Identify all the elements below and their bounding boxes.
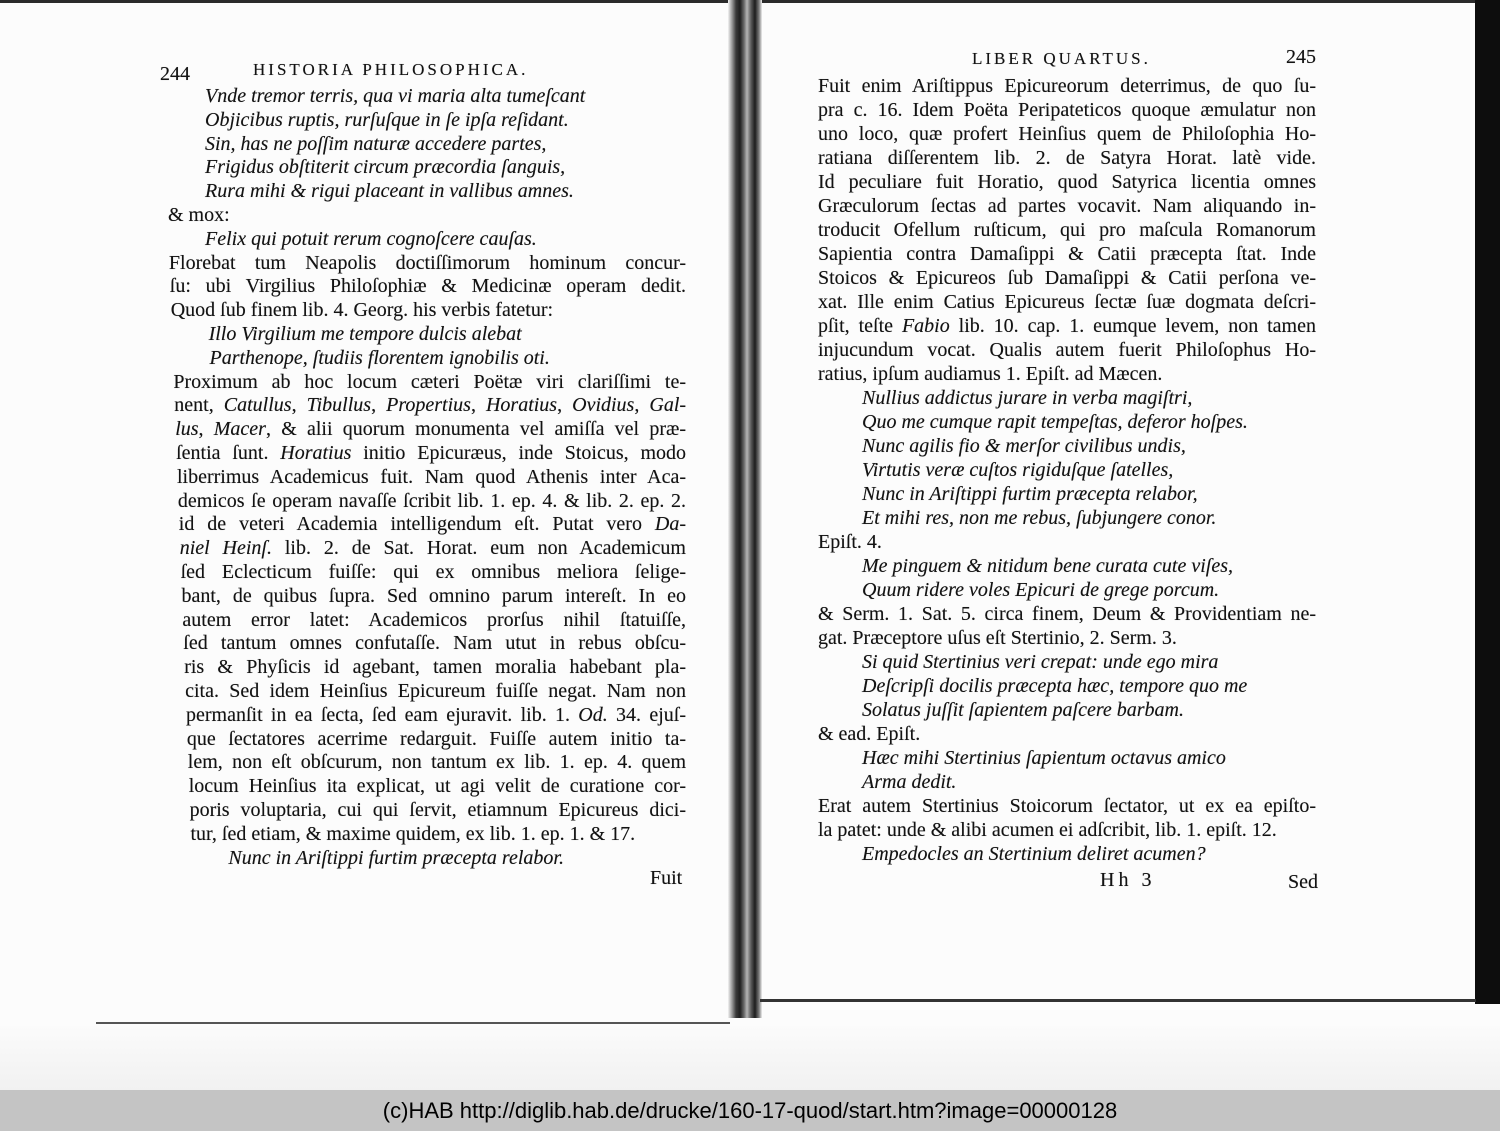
prose-line [182, 609, 686, 633]
prose-line [818, 194, 1316, 218]
roman-text: lib. 2. de Sat. Horat. eum non Academicum [271, 537, 686, 560]
roman-text: ratius, ipſum audiamus 1. Epiſt. ad Mæcen. [818, 363, 1163, 385]
prose-line [818, 626, 1316, 650]
roman-text: & Serm. 1. Sat. 5. circa finem, Deum & Providentiam ne- [818, 603, 1316, 625]
roman-text: troducit Ofellum ruſticum, qui pro maſcula Romanorum [818, 219, 1316, 241]
prose-line [818, 338, 1316, 362]
roman-text: , [371, 394, 387, 417]
prose-line [170, 275, 686, 299]
verse-line [818, 386, 1316, 410]
roman-text: Id peculiare fuit Horatio, quod Satyrica licentia omnes [818, 171, 1316, 193]
prose-line [178, 490, 686, 514]
roman-text: & ead. Epiſt. [818, 723, 921, 745]
roman-text: Stoicos & Epicureos ſub Damaſippi & Catii perſona ve- [818, 267, 1316, 289]
roman-text: poris voluptaria, cui qui ſervit, etiamnum Epicureus dici- [189, 798, 686, 821]
prose-line [187, 728, 686, 752]
right-page-bottom-edge [760, 999, 1476, 1002]
italic-text: Horatius [485, 394, 558, 417]
italic-text: Parthenope, ſtudiis florentem ignobilis oti. [209, 346, 550, 369]
italic-text: Hæc mihi Stertinius ſapientum octavus amico [862, 747, 1226, 769]
verse-line [168, 228, 686, 252]
roman-text: ſed Eclecticum fuiſſe: qui ex omnibus meliora ſelige- [180, 560, 686, 583]
prose-line [168, 204, 686, 228]
roman-text: autem error latet: Academicos prorſus nihil ſtatuiſſe, [182, 608, 686, 631]
prose-line [191, 823, 687, 847]
page-text-block [168, 85, 686, 870]
roman-text: Epiſt. 4. [818, 531, 882, 553]
italic-text: Nunc agilis fio & merſor civilibus undis, [862, 435, 1186, 457]
italic-text: Si quid Stertinius veri crepat: unde ego mira [862, 651, 1219, 673]
prose-line [183, 632, 686, 656]
roman-text: , & alii quorum monumenta vel amiſſa vel præ- [265, 418, 686, 441]
verse-line [818, 842, 1316, 866]
roman-text: lem, non eſt obſcurum, non tantum ex lib. 1. ep. 4. quem [187, 751, 686, 774]
italic-text: Propertius [386, 394, 471, 417]
roman-text: 34. ejuſ- [607, 703, 686, 726]
italic-text: Da- [654, 513, 686, 536]
italic-text: Nunc in Ariſtippi furtim præcepta relabor, [862, 483, 1198, 505]
prose-line [818, 74, 1316, 98]
scan-right-edge [1475, 0, 1500, 1004]
prose-line [174, 394, 686, 418]
prose-line [169, 252, 686, 276]
prose-line [181, 561, 686, 585]
roman-text: id de veteri Academia intelligendum eſt. Putat vero [178, 513, 655, 536]
italic-text: niel Heinſ. [179, 537, 272, 560]
italic-text: Gal- [649, 394, 687, 417]
verse-line [172, 323, 686, 347]
roman-text: demicos ſe operam navaſſe ſcribit lib. 1. ep. 4. & lib. 2. ep. 2. [177, 489, 686, 512]
italic-text: Arma dedit. [862, 771, 957, 793]
left-page-bottom-edge [96, 1022, 730, 1024]
page-number: 245 [1286, 46, 1316, 68]
prose-line [185, 680, 686, 704]
prose-line [177, 466, 686, 490]
prose-line [173, 371, 686, 395]
italic-text: lus [175, 418, 199, 441]
prose-line [818, 602, 1316, 626]
roman-text: , [470, 394, 486, 417]
roman-text: ſed tantum omnes confutaſſe. Nam utut in rebus obſcu- [183, 632, 686, 655]
roman-text: la patet: unde & alibi acumen ei adſcribit, lib. 1. epiſt. 12. [818, 819, 1277, 841]
verse-line [168, 180, 686, 204]
roman-text: , [557, 394, 573, 417]
italic-text: Nullius addictus jurare in verba magiſtri, [862, 387, 1193, 409]
italic-text: Objicibus ruptis, rurſuſque in ſe ipſa reſidant. [205, 108, 569, 131]
roman-text: ris & Phyſicis id agebant, tamen moralia habebant pla- [184, 656, 686, 679]
prose-line [818, 170, 1316, 194]
prose-line [176, 442, 686, 466]
italic-text: Rura mihi & rigui placeant in vallibus amnes. [205, 180, 574, 203]
copyright-url-text: (c)HAB http://diglib.hab.de/drucke/160-17-quod/start.htm?image=00000128 [382, 1098, 1118, 1123]
prose-line [818, 218, 1316, 242]
roman-text: cita. Sed idem Heinſius Epicureum fuiſſe negat. Nam non [185, 679, 686, 702]
roman-text: ſu: ubi Virgilius Philoſophiæ & Medicinæ operam dedit. [169, 275, 686, 298]
roman-text: xat. Ille enim Catius Epicureus ſectæ ſuæ dogmata deſcri- [818, 291, 1316, 313]
italic-text: Quo me cumque rapit tempeſtas, deferor hoſpes. [862, 411, 1248, 433]
italic-text: Virtutis veræ cuſtos rigiduſque ſatelles, [862, 459, 1174, 481]
roman-text: Quod ſub finem lib. 4. Georg. his verbis fatetur: [170, 299, 554, 322]
page-number: 244 [160, 63, 190, 85]
italic-text: Ovidius [572, 394, 635, 417]
italic-text: Od. [578, 703, 608, 726]
roman-text: Sapientia contra Damaſippi & Catii præcepta ſtat. Inde [818, 243, 1316, 265]
verse-line [818, 410, 1316, 434]
prose-line [818, 290, 1316, 314]
roman-text: que ſectatores acerrime redarguit. Fuiſſe autem initio ta- [186, 727, 686, 750]
prose-line [179, 513, 686, 537]
italic-text: Et mihi res, non me rebus, ſubjungere conor. [862, 507, 1217, 529]
roman-text: locum Heinſius ita explicat, ut agi velit de curatione cor- [188, 775, 686, 798]
italic-text: Illo Virgilium me tempore dulcis alebat [208, 322, 522, 345]
prose-line [818, 122, 1316, 146]
roman-text: pſit, teſte [818, 315, 902, 337]
verse-line [818, 554, 1316, 578]
italic-text: Me pinguem & nitidum bene curata cute viſes, [862, 555, 1234, 577]
roman-text: gat. Præceptore uſus eſt Stertinio, 2. Serm. 3. [818, 627, 1177, 649]
scan-lower-margin [0, 1026, 1500, 1090]
italic-text: Sin, has ne poſſim naturæ accedere partes, [205, 132, 547, 155]
prose-line [818, 362, 1316, 386]
verse-line [818, 434, 1316, 458]
roman-text: , [198, 418, 214, 441]
roman-text: Proximum ab hoc locum cæteri Poëtæ viri clariſſimi te- [173, 370, 686, 393]
roman-text: ſentia ſunt. [176, 441, 281, 464]
catchword: Sed [1288, 871, 1318, 893]
italic-text: Vnde tremor terris, qua vi maria alta tumeſcant [205, 85, 586, 107]
italic-text: Nunc in Ariſtippi furtim præcepta relabor. [228, 846, 564, 869]
italic-text: Tibullus [306, 394, 372, 417]
prose-line [171, 299, 686, 323]
italic-text: Macer [213, 418, 266, 441]
italic-text: Quum ridere voles Epicuri de grege porcum. [862, 579, 1220, 601]
verse-line [818, 770, 1316, 794]
roman-text: & mox: [168, 203, 230, 226]
running-head: HISTORIA PHILOSOPHICA. [253, 60, 529, 79]
roman-text: bant, de quibus ſupra. Sed omnino parum intereſt. In eo [181, 584, 686, 607]
prose-line [818, 266, 1316, 290]
roman-text: ratiana diſſerentem lib. 2. de Satyra Horat. latè vide. [818, 147, 1316, 169]
verse-line [818, 482, 1316, 506]
verse-line [168, 109, 686, 133]
roman-text: injucundum vocat. Qualis autem fuerit Philoſophus Ho- [818, 339, 1316, 361]
italic-text: Felix qui potuit rerum cognoſcere cauſas. [205, 227, 537, 250]
roman-text: , [291, 394, 307, 417]
catchword: Fuit [650, 867, 683, 889]
book-gutter-shadow [728, 0, 762, 1018]
prose-line [818, 314, 1316, 338]
prose-line [818, 722, 1316, 746]
roman-text: pra c. 16. Idem Poëta Peripateticos quoque æmulatur non [818, 99, 1316, 121]
verse-line [173, 347, 687, 371]
prose-line [818, 530, 1316, 554]
roman-text: lib. 10. cap. 1. eumque levem, non tamen [949, 315, 1316, 337]
roman-text: permanſit in ea ſecta, ſed eam ejuravit. lib. 1. [186, 703, 579, 726]
prose-line [186, 704, 686, 728]
running-head: LIBER QUARTUS. [972, 49, 1151, 68]
prose-line [818, 818, 1316, 842]
roman-text: , [634, 394, 650, 417]
page-text-block [818, 74, 1316, 866]
prose-line [818, 794, 1316, 818]
prose-line [190, 799, 686, 823]
roman-text: Græculorum ſectas ad partes vocavit. Nam aliquando in- [818, 195, 1316, 217]
verse-line [818, 650, 1316, 674]
roman-text: liberrimus Academicus fuit. Nam quod Athenis inter Aca- [177, 465, 686, 488]
prose-line [182, 585, 687, 609]
prose-line [818, 98, 1316, 122]
verse-line [818, 458, 1316, 482]
verse-line [191, 847, 686, 871]
roman-text: Fuit enim Ariſtippus Epicureorum deterrimus, de quo ſu- [818, 75, 1316, 97]
italic-text: Catullus [223, 394, 292, 417]
italic-text: Deſcripſi docilis præcepta hæc, tempore quo me [862, 675, 1248, 697]
verse-line [818, 578, 1316, 602]
italic-text: Solatus juſſit ſapientem paſcere barbam. [862, 699, 1185, 721]
prose-line [189, 775, 686, 799]
verse-line [168, 133, 686, 157]
signature-mark: Hh 3 [1100, 869, 1156, 891]
roman-text: Erat autem Stertinius Stoicorum ſectator, ut ex ea epiſto- [818, 795, 1316, 817]
roman-text: nent, [174, 394, 224, 417]
prose-line [188, 751, 686, 775]
verse-line [818, 506, 1316, 530]
italic-text: Fabio [901, 315, 950, 337]
prose-line [818, 242, 1316, 266]
prose-line [175, 418, 686, 442]
verse-line [818, 746, 1316, 770]
italic-text: Horatius [280, 441, 352, 464]
roman-text: tur, ſed etiam, & maxime quidem, ex lib. 1. ep. 1. & 17. [190, 822, 636, 845]
roman-text: Florebat tum Neapolis doctiſſimorum hominum concur- [168, 251, 686, 274]
verse-line [818, 698, 1316, 722]
roman-text: initio Epicuræus, inde Stoicus, modo [351, 441, 686, 464]
verse-line [168, 156, 686, 180]
roman-text: uno loco, quæ profert Heinſius quem de Philoſophia Ho- [818, 123, 1316, 145]
copyright-banner [0, 1090, 1500, 1131]
verse-line [818, 674, 1316, 698]
italic-text: Frigidus obſtiterit circum præcordia ſanguis, [205, 156, 566, 179]
italic-text: Empedocles an Stertinium deliret acumen? [862, 843, 1206, 865]
prose-line [818, 146, 1316, 170]
prose-line [180, 537, 686, 561]
prose-line [184, 656, 686, 680]
verse-line [168, 85, 686, 109]
